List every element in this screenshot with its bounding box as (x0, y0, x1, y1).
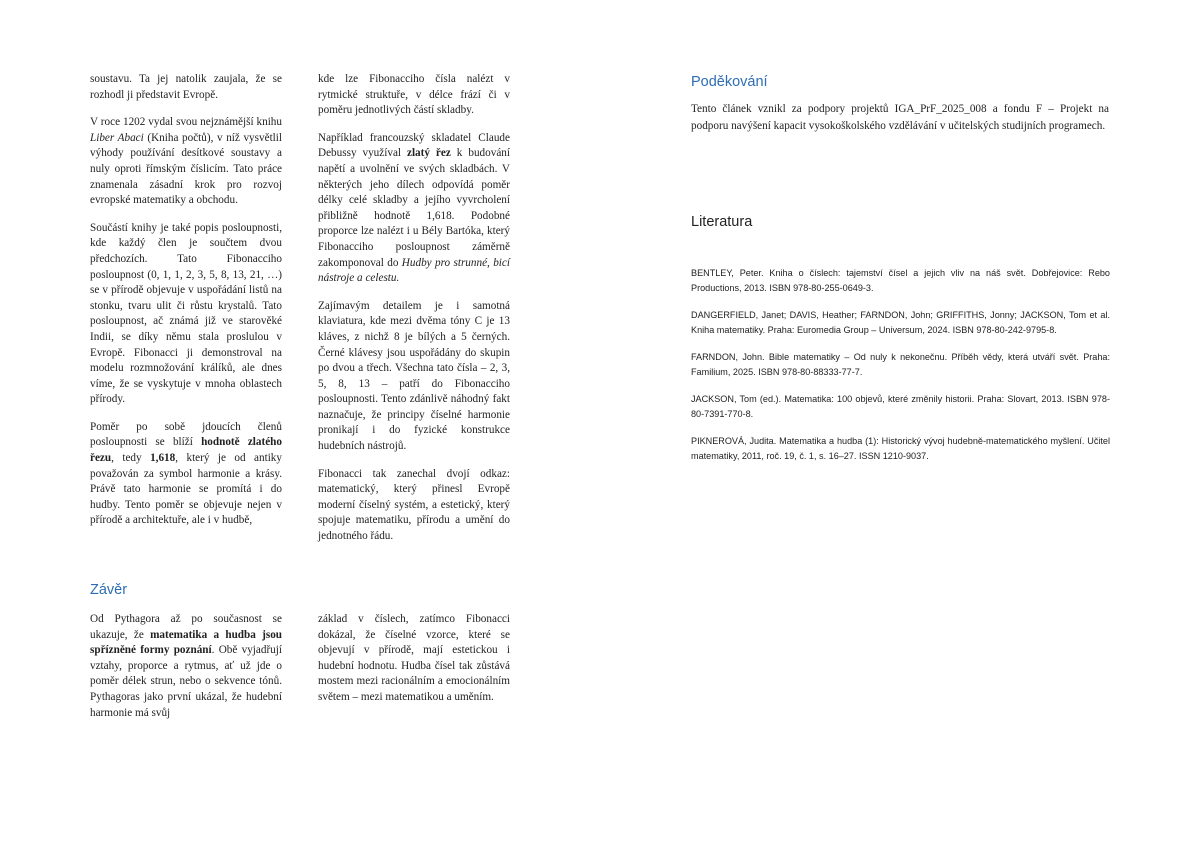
paragraph: Zajímavým detailem je i samotná klaviatura, kde mezi dvěma tóny C je 13 kláves, z nichž 8 je bílých a 5 černých. Černé klávesy jsou uspořádány do skupin po dvou a třech. Všechna tato čísla – 2, 3, 5, 8, 13 – patří do Fibonacciho posloupnosti. Tento zdánlivě náhodný fakt naznačuje, že principy číselné harmonie pronikají i do fyzické konstrukce hudebních nástrojů. (318, 299, 510, 453)
paragraph (318, 131, 510, 287)
paragraph: soustavu. Ta jej natolik zaujala, že se rozhodl ji představit Evropě. (90, 73, 282, 101)
section-heading-conclusion: Závěr (90, 582, 128, 598)
bold-term: matematika a hudba jsou spřízněné formy poznání (90, 628, 283, 657)
text-span: Poměr po sobě jdoucích členů posloupnosti se blíží (90, 420, 282, 449)
text-span: , který je od antiky považován za symbol harmonie a krásy. Právě tato harmonie se promítá i do hudby. Tento poměr se objevuje nejen v přírodě a architektuře, ale i v hudbě, (90, 452, 282, 527)
text-span: . Obě vyjadřují vztahy, proporce a rytmus, ať už jde o poměr délek strun, nebo o sekvence tónů. Pythagoras jako první ukázal, že hudební harmonie má svůj (90, 644, 282, 719)
paragraph: Fibonacci tak zanechal dvojí odkaz: matematický, který přinesl Evropě moderní číselný systém, a estetický, který spojuje matematiku, přírodu a umění do jednotného řádu. (318, 467, 510, 543)
paragraph (90, 612, 282, 721)
paragraph: základ v číslech, zatímco Fibonacci dokázal, že číselné vzorce, které se objevují v přírodě, mají estetickou i hudební hodnotu. Hudba čísel tak zůstává mostem mezi racionálním a emocionálním světem – mezi matematikou a uměním. (318, 613, 510, 703)
text-column-2 (318, 72, 510, 557)
right-page (600, 0, 1200, 849)
bold-term: 1,618 (150, 452, 176, 465)
reference-item: FARNDON, John. Bible matematiky – Od nuly k nekonečnu. Příběh vědy, která utváří svět. Praha: Familium, 2025. ISBN 978-80-88333-77-7. (691, 351, 1110, 377)
paragraph (90, 115, 282, 209)
bold-term: zlatý řez (406, 147, 451, 160)
work-title: Hudby pro strunné, bicí nástroje a celestu. (318, 256, 510, 285)
paragraph: kde lze Fibonacciho čísla nalézt v rytmické struktuře, v délce frází či v poměru jednotlivých částí skladby. (318, 73, 510, 117)
text-span: Od Pythagora až po současnost se ukazuje, že (90, 613, 282, 641)
text-span: k budování napětí a uvolnění ve svých skladbách. V některých jeho dílech odpovídá poměr délky celé skladby a jejího vyvrcholení přibližně hodnotě 1,618. Podobné proporce lze nalézt i u Bély Bartóka, který Fibonacciho posloupnost záměrně zakomponoval do (318, 147, 510, 269)
section-heading-acknowledgements: Poděkování (691, 74, 768, 90)
conclusion-column-2 (318, 612, 510, 718)
text-span: V roce 1202 vydal svou nejznámější knihu (90, 116, 282, 129)
reference-item: PIKNEROVÁ, Judita. Matematika a hudba (1): Historický vývoj hudebně-matematického myšlení. Učitel matematiky, 2011, roč. 19, č. 1, s. 16–27. ISSN 1210-9037. (691, 435, 1110, 461)
paragraph: Součástí knihy je také popis posloupnosti, kde každý člen je součtem dvou předchozích. Tato Fibonacciho posloupnost (0, 1, 1, 2, 3, 5, 8, 13, 21, …) se v přírodě objevuje v uspořádání listů na stonku, tvaru ulit či růstu krystalů. Tato posloupnost, ač známá již ve starověké Indii, se díky němu stala proslulou v Evropě. Fibonacci ji demonstroval na modelu rozmnožování králíků, ale dnes víme, že se vyskytuje v mnoha oblastech přírody. (90, 221, 282, 406)
reference-item: JACKSON, Tom (ed.). Matematika: 100 objevů, které změnily historii. Praha: Slovart, 2013. ISBN 978-80-7391-770-8. (691, 393, 1110, 419)
conclusion-column-1 (90, 612, 282, 733)
reference-item: DANGERFIELD, Janet; DAVIS, Heather; FARNDON, John; GRIFFITHS, Jonny; JACKSON, Tom et al. Kniha matematiky. Praha: Euromedia Group – Universum, 2024. ISBN 978-80-242-9795-8. (691, 309, 1110, 335)
text-span: Například francouzský skladatel Claude Debussy využíval (318, 131, 510, 160)
text-column-1 (90, 72, 282, 541)
section-heading-literature: Literatura (691, 214, 753, 230)
text-span: , tedy (111, 452, 151, 465)
paragraph (90, 420, 282, 529)
reference-list (691, 266, 1110, 476)
bold-term: hodnotě zlatého řezu (90, 436, 282, 465)
reference-item: BENTLEY, Peter. Kniha o číslech: tajemství čísel a jejich vliv na náš svět. Dobřejovice: Rebo Productions, 2013. ISBN 978-80-255-0649-3. (691, 268, 1110, 293)
book-title: Liber Abaci (90, 131, 144, 144)
text-span: (Kniha počtů), v níž vysvětlil výhody používání desítkové soustavy a nuly oproti římským číslicím. Tato práce znamenala zásadní krok pro rozvoj evropské matematiky a obchodu. (90, 131, 282, 207)
acknowledgements-text: Tento článek vznikl za podpory projektů IGA_PrF_2025_008 a fondu F – Projekt na podporu navýšení kapacit vysokoškolského vzdělávání v učitelských studijních programech. (691, 103, 1109, 132)
